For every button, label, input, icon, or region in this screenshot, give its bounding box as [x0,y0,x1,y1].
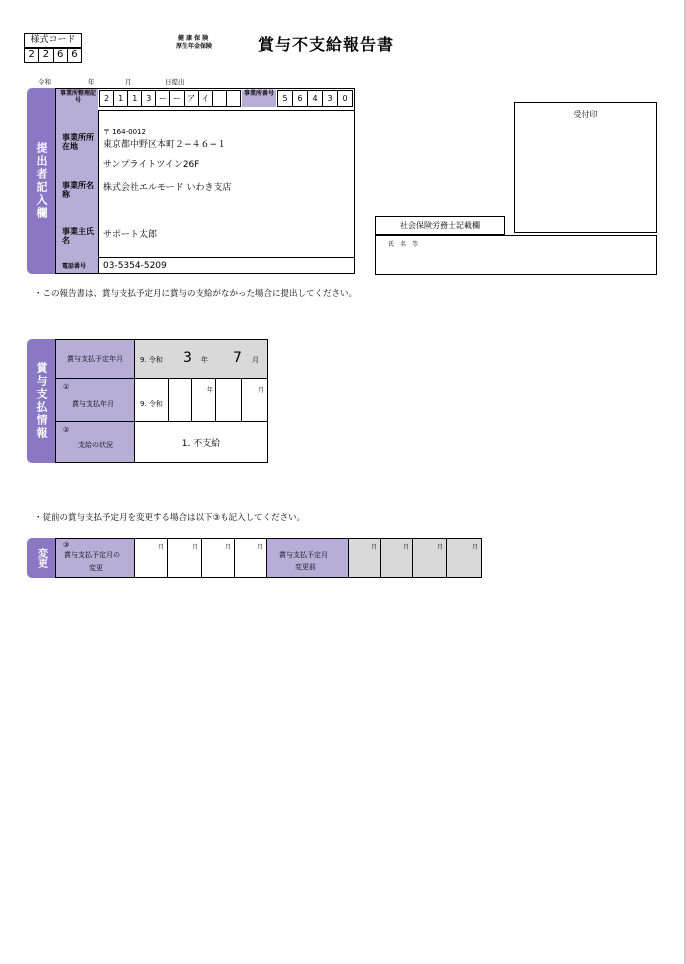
insurance-health: 健 康 保 険 [178,35,209,42]
paid-label-cell [55,378,135,422]
change-before-unit: 月 [402,544,409,551]
paid-era: 9. 令和 [140,400,163,408]
phone-label: 電話番号 [62,263,87,270]
office-code-cell: 1 [127,91,141,106]
style-code-digit: 2 [28,49,35,60]
date-month: 月 [125,78,132,86]
style-code-digit: 6 [67,49,81,62]
style-code-label: 様式コード [24,33,82,48]
note-1: ・この報告書は、賞与支払予定月に賞与の支給がなかった場合に提出してください。 [34,289,358,299]
change-after-unit: 月 [224,544,231,551]
change-section-label: 変更 [27,538,55,578]
change-after-cell-2 [167,538,202,578]
sharoushi-box [375,235,657,275]
change-before-line1: 賞与支払予定月 [279,551,328,559]
change-circle: ③ [63,541,70,549]
scheduled-era: 9. 令和 [140,356,163,364]
change-before-cell-3 [412,538,447,578]
receipt-stamp-box [514,102,657,233]
office-number-cell: 0 [337,91,352,106]
paid-month-cell-2 [241,378,268,422]
scheduled-year: 3 [183,350,192,366]
change-after-unit: 月 [256,544,263,551]
date-era: 令和 [38,78,51,86]
address-label: 事業所所在地 [62,133,94,151]
paid-year-cell-1 [168,378,192,422]
change-before-line2: 変更前 [295,563,316,571]
office-code-cell: ー [155,91,169,106]
submitter-section-label: 提出者記入欄 [27,88,55,274]
office-number-cell: 6 [292,91,307,106]
office-number-cells [277,90,353,107]
company-name: 株式会社エルモード いわき支店 [103,183,232,193]
office-number-cell: 3 [322,91,337,106]
change-after-cell-1 [134,538,168,578]
phone-number: 03-5354-5209 [103,261,167,271]
office-code-cell [226,91,240,106]
page-title: 賞与不支給報告書 [258,35,395,54]
owner-name-label: 事業主氏名 [62,227,94,245]
style-code-digit: 6 [53,49,67,62]
change-label-line2: 変更 [89,564,103,572]
change-before-unit: 月 [436,544,443,551]
postal-code: 〒 164-0012 [103,128,146,136]
paid-month-unit: 月 [257,387,264,394]
change-after-cell-4 [234,538,267,578]
paid-era-cell [134,378,169,422]
phone-divider [98,257,354,258]
paid-year-cell-2 [191,378,216,422]
office-code-cell [212,91,226,106]
office-code-cell: 1 [113,91,127,106]
insurance-pension: 厚生年金保険 [176,43,213,50]
owner-name: サポート太郎 [103,230,158,240]
scheduled-year-unit: 年 [201,356,208,364]
office-number-cell: 4 [307,91,322,106]
change-before-cell-1 [348,538,381,578]
sharoushi-label: 社会保険労務士記載欄 [375,216,505,235]
paid-year-unit: 年 [206,387,213,394]
paid-circle: ① [63,383,70,391]
change-before-unit: 月 [370,544,377,551]
office-code-cell: 2 [104,94,110,103]
style-code-digit: 2 [38,49,52,62]
office-code-cell: ー [169,91,183,106]
change-label-cell [55,538,135,578]
change-before-cell-2 [380,538,413,578]
address-line1: 東京都中野区本町２−４６−１ [103,140,227,150]
style-code-digits [24,48,82,63]
status-value: 1. 不支給 [134,421,268,463]
company-name-label: 事業所名称 [62,181,94,199]
scheduled-month: 7 [233,350,242,366]
office-code-cell: イ [198,91,212,106]
date-submitted: 日提出 [165,78,185,86]
date-year: 年 [88,78,95,86]
status-label: 支給の状況 [78,441,113,449]
office-code-cell: ア [184,91,198,106]
note-2: ・従前の賞与支払予定月を変更する場合は以下③も記入してください。 [34,513,306,523]
paid-label: 賞与支払年月 [72,400,114,408]
bonus-info-section-label: 賞与支払情報 [27,339,55,463]
paid-month-cell-1 [215,378,242,422]
office-code-label: 事業所整理記号 [60,90,97,104]
status-label-cell [55,421,135,463]
office-number-cell: 5 [282,94,288,103]
change-before-label-cell [266,538,349,578]
status-circle: ② [63,426,70,434]
office-number-label: 事業所番号 [242,90,276,107]
office-code-cells [99,90,241,107]
change-after-unit: 月 [191,544,198,551]
office-code-cell: 3 [141,91,155,106]
change-after-unit: 月 [157,544,164,551]
scheduled-month-unit: 月 [252,356,259,364]
address-line2: サンプライトツイン26F [103,160,200,170]
change-before-unit: 月 [471,544,478,551]
change-label-line1: 賞与支払予定月の [64,551,120,559]
change-after-cell-3 [201,538,235,578]
receipt-stamp-label: 受付印 [573,110,598,119]
scheduled-label: 賞与支払予定年月 [55,339,135,379]
change-before-cell-4 [446,538,482,578]
sharoushi-name-label: 氏 名 等 [388,241,419,248]
